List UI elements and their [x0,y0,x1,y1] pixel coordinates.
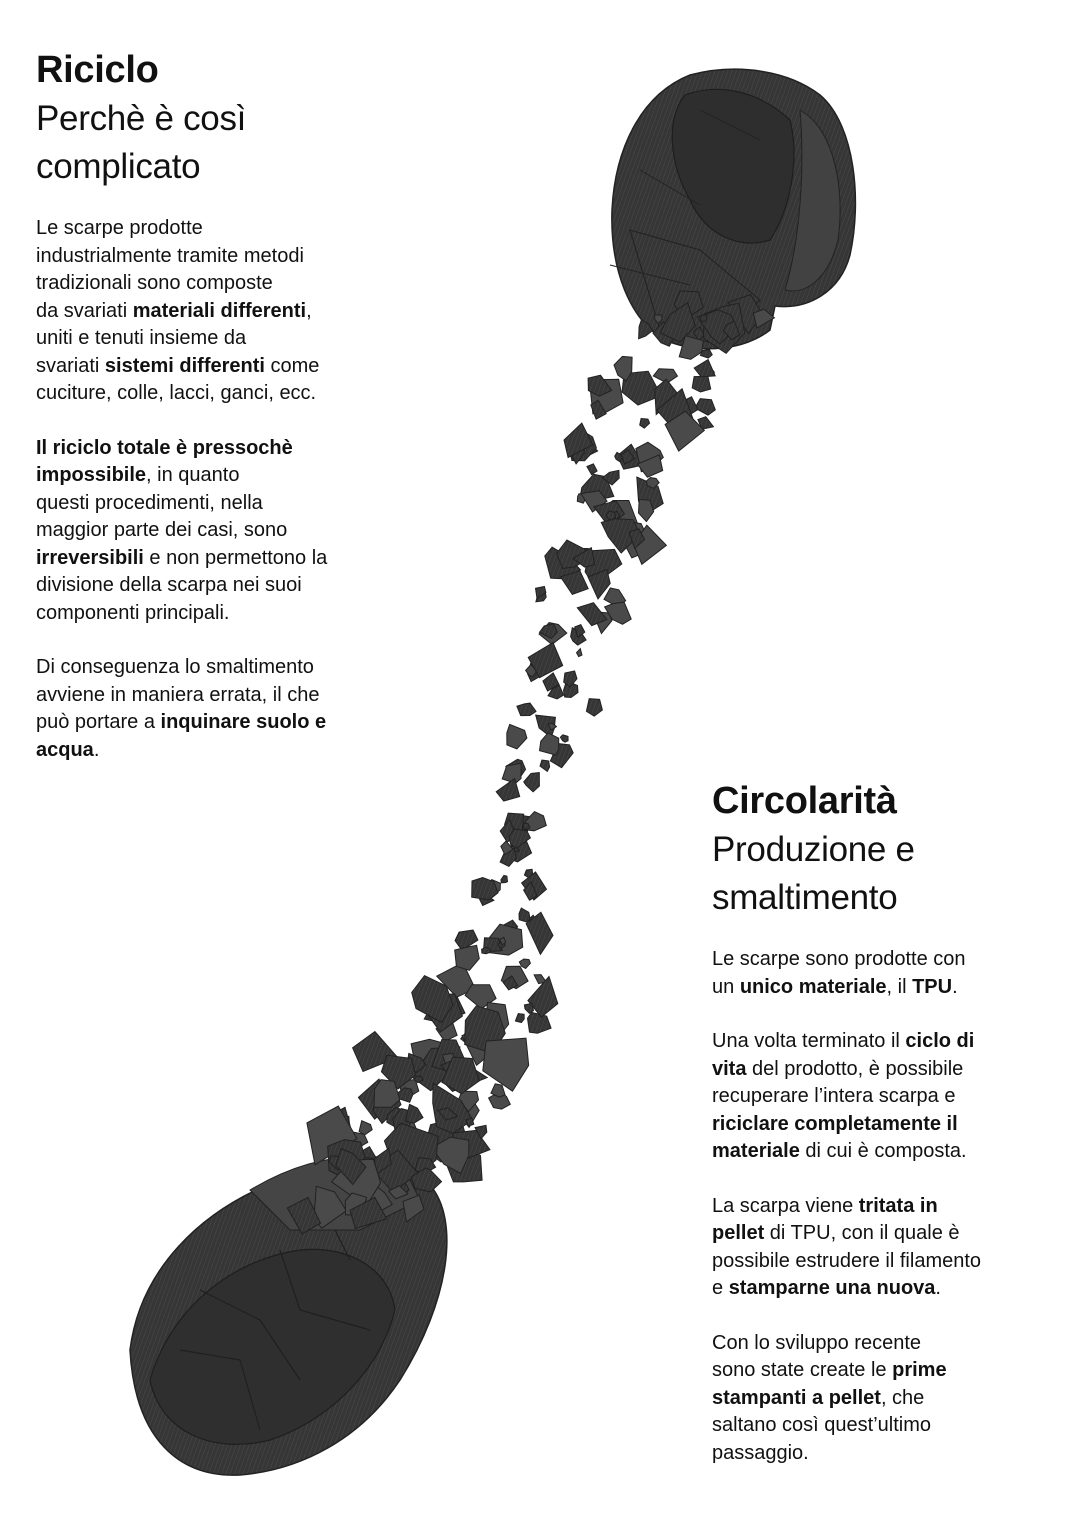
shoe-fragment-icon [507,724,527,749]
shoe-fragment-icon [700,350,712,358]
circolarita-subtitle-line: Produzione e [712,830,915,869]
text-line [36,325,396,353]
text-segment: componenti principali. [36,601,230,624]
shoe-fragment-icon [587,464,597,475]
bold-text: irreversibili [36,546,144,569]
text-line [712,1385,1052,1413]
text-line [712,974,1052,1002]
text-segment: avviene in maniera errata, il che [36,683,320,706]
text-line [36,737,396,765]
circolarita-paragraph-3 [712,1193,1052,1303]
riciclo-subtitle-line: complicato [36,147,201,186]
text-segment: svariati [36,354,105,377]
text-segment: di TPU, con il quale è [764,1222,960,1244]
text-line [36,517,396,545]
text-segment: uniti e tenuti insieme da [36,327,247,349]
text-segment: industrialmente tramite metodi [36,244,304,267]
shoe-fragment-icon [640,419,650,429]
bold-text: ciclo di [905,1030,975,1052]
text-segment: passaggio. [712,1441,809,1464]
circolarita-subtitle [712,826,1052,922]
text-segment: saltano così quest’ultimo [712,1414,932,1436]
text-line [36,572,396,600]
text-line [712,1083,1052,1111]
text-line [712,1138,1052,1166]
riciclo-title: Riciclo [36,49,159,91]
text-line [36,353,396,381]
text-line [712,1193,1052,1221]
text-segment: e non permettono la [143,546,328,569]
bold-text: acqua [36,738,94,761]
text-segment: recuperare l’intera scarpa e [712,1085,956,1107]
text-line [36,682,396,710]
bold-text: inquinare suolo e [160,711,327,733]
text-line [36,380,396,408]
text-line [712,1056,1052,1084]
text-line [36,435,396,463]
riciclo-section [36,47,396,764]
text-line [712,1357,1052,1385]
riciclo-paragraph-2 [36,435,396,628]
shoe-fragment-icon [455,945,480,970]
text-segment: può portare a [36,711,161,733]
circolarita-subtitle-line: smaltimento [712,878,898,917]
riciclo-subtitle-line: Perchè è così [36,99,247,138]
text-line [712,1028,1052,1056]
shoe-fragment-icon [695,399,715,415]
text-segment: cuciture, colle, lacci, ganci, ecc. [36,382,317,404]
bold-text: stampanti a pellet [712,1386,881,1409]
shoe-toe-icon [130,1156,447,1475]
text-line [712,1440,1052,1468]
bold-text: unico materiale [739,975,887,998]
text-line [712,1248,1052,1276]
text-segment: La scarpa viene [712,1194,859,1217]
bold-text: riciclare completamente il [712,1112,958,1135]
bold-text: tritata in [858,1194,938,1217]
text-line [36,215,396,243]
bold-text: pellet [712,1222,765,1244]
text-line [36,545,396,573]
text-segment: sono state create le [712,1359,893,1381]
circolarita-paragraph-1 [712,946,1052,1001]
text-line [712,946,1052,974]
text-segment: , il [886,975,913,998]
text-line [712,1275,1052,1303]
shoe-fragment-icon [517,703,536,716]
text-segment: del prodotto, è possibile [746,1057,964,1080]
circolarita-paragraph-2 [712,1028,1052,1166]
text-line [36,270,396,298]
shoe-fragment-icon [528,1013,552,1034]
shoe-fragment-icon [501,875,508,882]
text-line [36,490,396,518]
text-line [712,1330,1052,1358]
text-segment: Le scarpe sono prodotte con [712,948,966,970]
shoe-fragment-icon [560,735,568,742]
text-segment: come [264,354,320,377]
text-segment: , in quanto [146,464,240,486]
text-segment: divisione della scarpa nei suoi [36,574,302,596]
text-segment: questi procedimenti, nella [36,491,263,514]
shoe-fragment-icon [694,360,715,377]
text-segment: possibile estrudere il filamento [712,1249,982,1272]
text-line [36,298,396,326]
text-line [712,1412,1052,1440]
text-line [36,243,396,271]
text-line [36,462,396,490]
bold-text: sistemi differenti [104,354,265,377]
text-segment: , che [880,1386,925,1409]
text-segment: Di conseguenza lo smaltimento [36,656,314,678]
text-segment: e [712,1277,729,1299]
shoe-fragment-icon [406,1104,423,1123]
circolarita-section [712,778,1052,1467]
riciclo-paragraph-1 [36,215,396,408]
shoe-fragment-icon [359,1121,372,1135]
shoe-fragment-icon [540,733,559,755]
riciclo-paragraph-3 [36,654,396,764]
shoe-fragment-icon [577,649,583,657]
bold-text: prime [892,1359,947,1381]
text-line [712,1111,1052,1139]
bold-text: materiali differenti [132,299,307,322]
text-line [36,709,396,737]
shoe-fragment-icon [524,773,540,792]
text-segment: Le scarpe prodotte [36,217,203,239]
text-segment: da svariati [36,299,133,322]
bold-text: impossibile [36,464,147,486]
text-segment: Con lo sviluppo recente [712,1331,922,1354]
text-line [36,654,396,682]
circolarita-title: Circolarità [712,780,897,822]
text-segment: , [306,299,312,322]
shoe-fragment-icon [524,1004,533,1014]
bold-text: TPU [912,975,953,998]
text-segment: tradizionali sono composte [36,272,273,294]
circolarita-paragraph-4 [712,1330,1052,1468]
bold-text: materiale [712,1140,800,1162]
shoe-fragment-icon [540,760,550,771]
bold-text: vita [712,1057,747,1080]
text-segment: maggior parte dei casi, sono [36,519,288,541]
text-line [712,1220,1052,1248]
shoe-fragment-icon [519,908,530,922]
riciclo-subtitle [36,95,396,191]
shoe-fragment-icon [692,376,711,392]
shoe-fragment-icon [483,1038,529,1091]
bold-text: Il riciclo totale è pressochè [36,436,293,459]
text-segment: . [93,738,100,761]
text-segment: Una volta terminato il [712,1030,906,1052]
shoe-fragment-icon [515,1014,524,1023]
text-segment: un [712,975,740,998]
text-segment: . [952,975,958,998]
shoe-fragment-icon [586,699,602,716]
text-line [36,600,396,628]
bold-text: stamparne una nuova [728,1277,936,1299]
text-segment: . [935,1277,941,1299]
text-segment: di cui è composta. [799,1140,967,1162]
